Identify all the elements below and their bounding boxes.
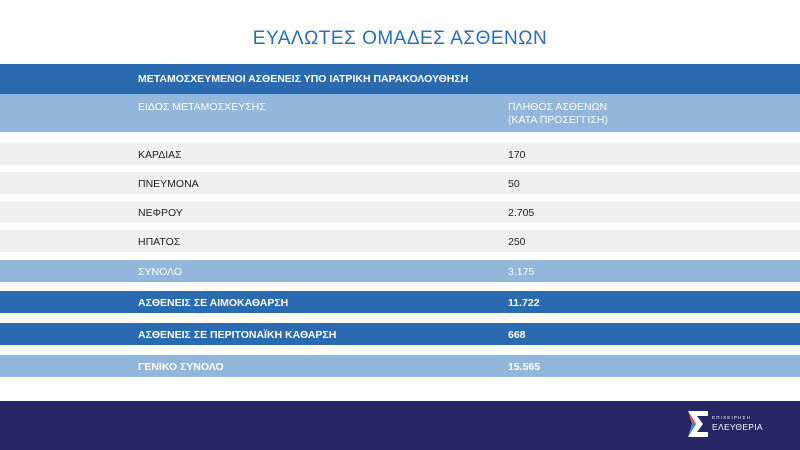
page-title: ΕΥΑΛΩΤΕΣ ΟΜΑΔΕΣ ΑΣΘΕΝΩΝ	[252, 28, 548, 49]
row-type: ΝΕΦΡΟΥ	[138, 207, 183, 219]
row-type: ΚΑΡΔΙΑΣ	[138, 149, 182, 161]
table-row	[0, 143, 800, 165]
grand-total-value: 15.565	[508, 361, 541, 373]
peritoneal-row	[0, 323, 800, 345]
row-count: 250	[508, 236, 526, 248]
table-row	[0, 230, 800, 252]
table-row	[0, 201, 800, 223]
grand-total-label: ΓΕΝΙΚΟ ΣΥΝΟΛΟ	[138, 361, 224, 373]
logo-text-bottom: ΕΛΕΥΘΕΡΙΑ	[712, 422, 763, 432]
row-count: 50	[508, 178, 520, 190]
logo-sigma-icon	[686, 409, 710, 439]
row-count: 2.705	[508, 207, 535, 219]
logo	[686, 409, 786, 443]
hemodialysis-row	[0, 291, 800, 313]
column-header-count	[508, 101, 608, 127]
column-headers	[0, 94, 800, 132]
peritoneal-label: ΑΣΘΕΝΕΙΣ ΣΕ ΠΕΡΙΤΟΝΑΪΚΗ ΚΑΘΑΡΣΗ	[138, 329, 337, 341]
subtotal-row	[0, 260, 800, 282]
table-row	[0, 172, 800, 194]
subtotal-value: 3.175	[508, 266, 535, 278]
subtotal-label: ΣΥΝΟΛΟ	[138, 266, 183, 278]
row-count: 170	[508, 149, 526, 161]
row-type: ΗΠΑΤΟΣ	[138, 236, 181, 248]
hemodialysis-value: 11.722	[508, 297, 540, 309]
peritoneal-value: 668	[508, 329, 526, 341]
logo-text-top: ΕΠΙΧΕΙΡΗΣΗ	[712, 415, 752, 420]
column-header-type: ΕΙΔΟΣ ΜΕΤΑΜΟΣΧΕΥΣΗΣ	[138, 101, 266, 113]
grand-total-row	[0, 355, 800, 377]
hemodialysis-label: ΑΣΘΕΝΕΙΣ ΣΕ ΑΙΜΟΚΑΘΑΡΣΗ	[138, 297, 289, 309]
section-header-label: ΜΕΤΑΜΟΣΧΕΥΜΕΝΟΙ ΑΣΘΕΝΕΙΣ ΥΠΟ ΙΑΤΡΙΚΗ ΠΑΡΑΚΟΛΟΥΘΗΣΗ	[138, 73, 469, 85]
column-header-count-line2: (ΚΑΤΑ ΠΡΟΣΕΓΓΙΣΗ)	[508, 114, 609, 126]
section-header	[0, 64, 800, 94]
footer-bar	[0, 401, 800, 450]
column-header-count-line1: ΠΛΗΘΟΣ ΑΣΘΕΝΩΝ	[508, 101, 608, 113]
row-type: ΠΝΕΥΜΟΝΑ	[138, 178, 199, 190]
